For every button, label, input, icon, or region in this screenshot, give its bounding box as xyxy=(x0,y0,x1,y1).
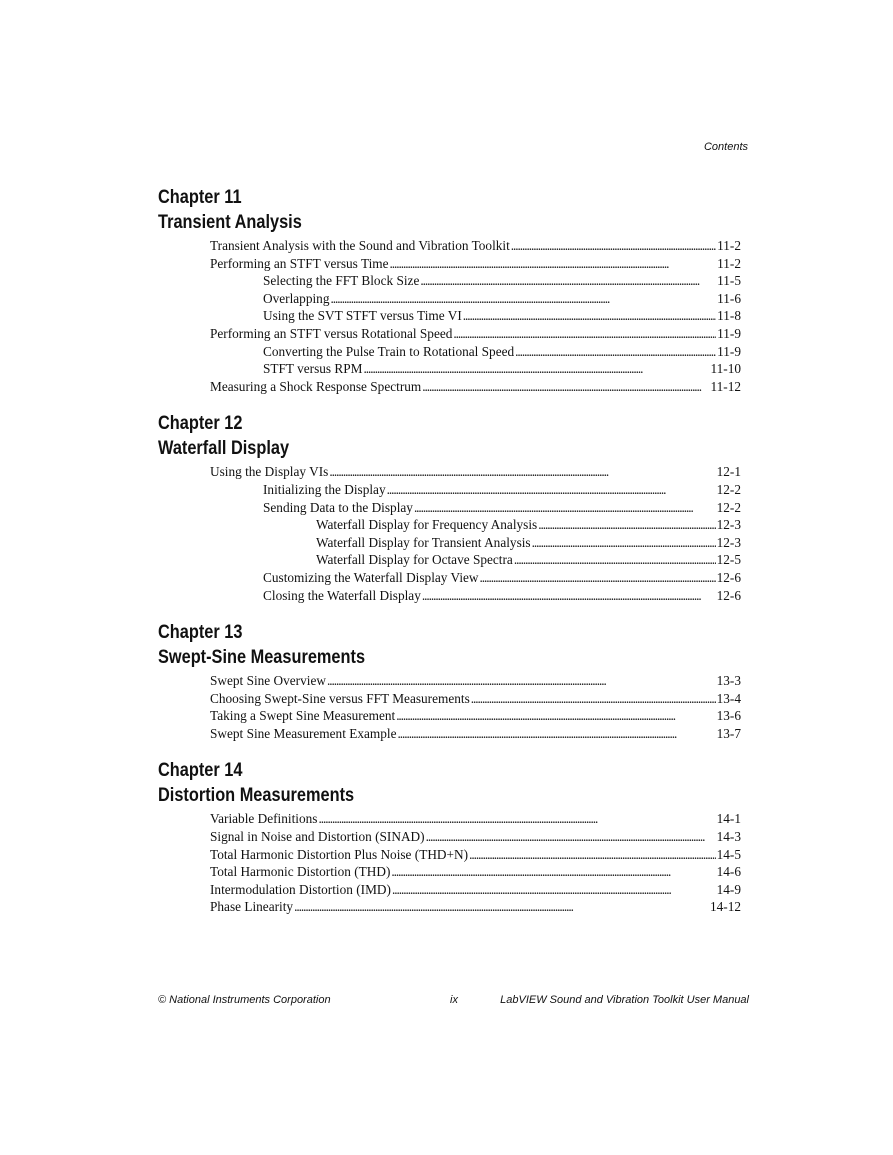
toc-entry[interactable] xyxy=(158,725,741,743)
toc-entry[interactable] xyxy=(158,290,741,308)
toc-entry-title: Variable Definitions xyxy=(210,811,318,827)
dot-leader xyxy=(471,690,716,708)
toc-entry[interactable] xyxy=(158,672,741,690)
toc-entry-page: 12-1 xyxy=(716,464,741,480)
toc-entry-title: Overlapping xyxy=(263,290,330,306)
dot-leader xyxy=(426,828,716,846)
toc-entry[interactable] xyxy=(158,863,741,881)
toc-entry-page: 14-1 xyxy=(716,811,741,827)
toc-entry-page: 11-2 xyxy=(717,238,741,253)
toc-entry-page: 11-8 xyxy=(717,308,741,324)
running-head: Contents xyxy=(703,141,748,153)
dot-leader xyxy=(390,255,717,273)
footer-copyright: © National Instruments Corporation xyxy=(158,994,331,1006)
toc-entry-title: Converting the Pulse Train to Rotational Speed xyxy=(263,343,515,359)
toc-entry-list xyxy=(158,463,741,604)
chapter-number: Chapter 12 xyxy=(158,413,243,435)
dot-leader xyxy=(318,810,715,828)
dot-leader xyxy=(330,290,716,308)
toc-entry-page: 12-6 xyxy=(716,587,741,603)
toc-entry[interactable] xyxy=(158,828,741,846)
table-of-contents xyxy=(158,185,741,932)
toc-entry[interactable] xyxy=(158,534,741,552)
toc-entry-title: STFT versus RPM xyxy=(263,361,363,377)
chapter-number: Chapter 14 xyxy=(158,760,243,782)
dot-leader xyxy=(420,272,716,290)
toc-entry-page: 13-6 xyxy=(716,708,741,724)
dot-leader xyxy=(329,463,715,481)
dot-leader xyxy=(397,725,715,743)
toc-entry[interactable] xyxy=(158,898,741,916)
toc-entry-title: Selecting the FFT Block Size xyxy=(263,273,420,289)
toc-entry-page: 13-3 xyxy=(716,673,741,689)
toc-entry-title: Signal in Noise and Distortion (SINAD) xyxy=(210,829,425,845)
chapter-number: Chapter 11 xyxy=(158,187,242,208)
toc-entry-list xyxy=(158,237,741,395)
toc-entry-list xyxy=(158,810,741,916)
dot-leader xyxy=(294,898,709,916)
dot-leader xyxy=(515,343,716,361)
footer-page-number: ix xyxy=(450,994,458,1006)
toc-entry-page: 11-6 xyxy=(717,290,741,306)
toc-entry[interactable] xyxy=(158,463,741,481)
toc-entry[interactable] xyxy=(158,325,741,343)
toc-entry[interactable] xyxy=(158,378,741,396)
dot-leader xyxy=(392,881,716,899)
toc-entry-title: Measuring a Shock Response Spectrum xyxy=(210,378,422,394)
toc-entry[interactable] xyxy=(158,707,741,725)
toc-entry[interactable] xyxy=(158,587,741,605)
toc-entry-page: 12-2 xyxy=(716,481,741,497)
toc-entry-page: 11-2 xyxy=(717,255,741,271)
toc-entry[interactable] xyxy=(158,569,741,587)
dot-leader xyxy=(391,863,715,881)
toc-entry-page: 14-3 xyxy=(716,829,741,845)
dot-leader xyxy=(396,707,715,725)
toc-entry-title: Transient Analysis with the Sound and Vibration Toolkit xyxy=(210,238,510,253)
dot-leader xyxy=(422,587,716,605)
toc-entry[interactable] xyxy=(158,516,741,534)
toc-entry-title: Customizing the Waterfall Display View xyxy=(263,569,479,585)
toc-entry-page: 11-5 xyxy=(717,273,741,289)
chapter-title: Transient Analysis xyxy=(158,212,302,233)
toc-entry[interactable] xyxy=(158,255,741,273)
dot-leader xyxy=(480,569,716,587)
toc-entry-page: 12-3 xyxy=(716,534,741,550)
toc-entry-title: Performing an STFT versus Time xyxy=(210,255,389,271)
toc-entry[interactable] xyxy=(158,360,741,378)
dot-leader xyxy=(453,325,716,343)
dot-leader xyxy=(387,481,716,499)
chapter-section xyxy=(158,411,741,604)
dot-leader xyxy=(422,378,709,396)
toc-entry-title: Closing the Waterfall Display xyxy=(263,587,421,603)
toc-entry-page: 12-3 xyxy=(716,517,741,533)
toc-entry-title: Choosing Swept-Sine versus FFT Measurements xyxy=(210,690,470,706)
dot-leader xyxy=(327,672,716,690)
toc-entry[interactable] xyxy=(158,237,741,255)
toc-entry-page: 14-5 xyxy=(716,846,741,862)
dot-leader xyxy=(514,551,716,569)
toc-entry[interactable] xyxy=(158,551,741,569)
toc-entry-title: Swept Sine Overview xyxy=(210,673,326,689)
toc-entry-page: 11-9 xyxy=(717,325,741,341)
chapter-title: Waterfall Display xyxy=(158,438,290,460)
toc-entry-title: Using the Display VIs xyxy=(210,464,329,480)
toc-entry[interactable] xyxy=(158,810,741,828)
footer-manual-title: LabVIEW Sound and Vibration Toolkit User Manual xyxy=(500,994,749,1006)
chapter-section xyxy=(158,620,741,742)
chapter-section xyxy=(158,185,741,395)
toc-entry-page: 14-12 xyxy=(709,899,741,915)
toc-entry-title: Taking a Swept Sine Measurement xyxy=(210,708,396,724)
toc-entry-title: Phase Linearity xyxy=(210,899,294,915)
toc-entry-list xyxy=(158,672,741,742)
dot-leader xyxy=(469,846,716,864)
dot-leader xyxy=(511,237,716,255)
dot-leader xyxy=(463,307,716,325)
toc-entry-title: Using the SVT STFT versus Time VI xyxy=(263,308,462,324)
toc-entry-page: 13-7 xyxy=(716,725,741,741)
toc-entry[interactable] xyxy=(158,846,741,864)
toc-entry-page: 13-4 xyxy=(716,690,741,706)
toc-entry-page: 12-6 xyxy=(716,569,741,585)
toc-entry-title: Total Harmonic Distortion (THD) xyxy=(210,864,391,880)
dot-leader xyxy=(532,534,716,552)
chapter-number: Chapter 13 xyxy=(158,622,243,644)
page-footer xyxy=(158,994,749,1008)
toc-entry-page: 14-9 xyxy=(716,881,741,897)
chapter-section xyxy=(158,758,741,916)
toc-entry-title: Total Harmonic Distortion Plus Noise (THD+N) xyxy=(210,846,469,862)
chapter-title: Swept-Sine Measurements xyxy=(158,647,366,669)
toc-entry[interactable] xyxy=(158,307,741,325)
toc-entry[interactable] xyxy=(158,272,741,290)
toc-entry-page: 14-6 xyxy=(716,864,741,880)
dot-leader xyxy=(364,360,710,378)
toc-entry-title: Waterfall Display for Frequency Analysis xyxy=(316,517,538,533)
toc-entry[interactable] xyxy=(158,690,741,708)
toc-entry-page: 11-9 xyxy=(717,343,741,359)
dot-leader xyxy=(414,499,716,517)
toc-entry-title: Intermodulation Distortion (IMD) xyxy=(210,881,391,897)
toc-entry-title: Waterfall Display for Octave Spectra xyxy=(316,552,513,568)
dot-leader xyxy=(538,516,715,534)
toc-entry[interactable] xyxy=(158,481,741,499)
toc-entry-page: 12-2 xyxy=(716,499,741,515)
toc-entry-title: Initializing the Display xyxy=(263,481,386,497)
toc-entry-title: Performing an STFT versus Rotational Speed xyxy=(210,325,453,341)
toc-entry-title: Sending Data to the Display xyxy=(263,499,413,515)
toc-entry[interactable] xyxy=(158,881,741,899)
toc-entry-title: Swept Sine Measurement Example xyxy=(210,725,397,741)
toc-entry-title: Waterfall Display for Transient Analysis xyxy=(316,534,531,550)
chapter-title: Distortion Measurements xyxy=(158,785,355,807)
toc-entry[interactable] xyxy=(158,499,741,517)
toc-entry[interactable] xyxy=(158,343,741,361)
toc-entry-page: 11-10 xyxy=(710,361,741,377)
toc-entry-page: 12-5 xyxy=(716,552,741,568)
toc-entry-page: 11-12 xyxy=(710,378,741,394)
